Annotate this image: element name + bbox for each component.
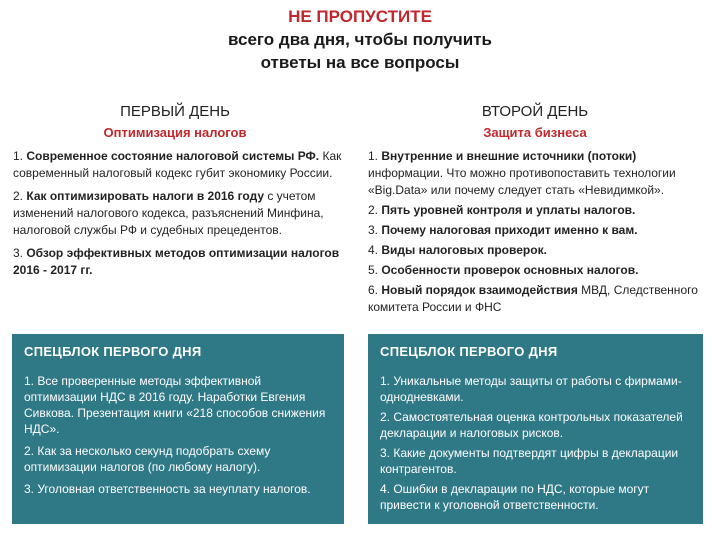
topic-bold: Обзор эффективных методов оптимизации налогов 2016 - 2017 гг.	[13, 246, 340, 277]
topic-bold: Виды налоговых проверок.	[381, 243, 547, 257]
day2-topic-list	[368, 148, 713, 319]
day2-topic	[368, 222, 713, 239]
special-item: 3. Уголовная ответственность за неуплату налогов.	[24, 482, 311, 496]
topic-number: 2.	[13, 189, 27, 203]
day2-topic	[368, 148, 713, 199]
day2-special-block	[368, 334, 703, 524]
topic-number: 1.	[13, 149, 27, 163]
headline: НЕ ПРОПУСТИТЕ	[288, 7, 432, 26]
day1-special-block	[12, 334, 344, 524]
page-header	[0, 6, 720, 74]
topic-bold: Современное состояние налоговой системы РФ.	[26, 149, 320, 163]
topic-text: Как современный налоговый кодекс губит экономику России.	[13, 149, 342, 180]
day1-topic	[13, 148, 353, 182]
day2-topic	[368, 282, 713, 316]
day2-subtitle: Защита бизнеса	[483, 125, 587, 140]
special-item: 1. Уникальные методы защиты от работы с фирмами-однодневками.	[380, 374, 682, 404]
subheadline-line-1: всего два дня, чтобы получить	[228, 30, 492, 49]
day2-title: ВТОРОЙ ДЕНЬ	[481, 103, 589, 120]
topic-bold: Как оптимизировать налоги в 2016 году	[26, 189, 265, 203]
special-item: 2. Как за несколько секунд подобрать схему оптимизации налогов (по любому налогу).	[24, 444, 271, 474]
topic-bold: Особенности проверок основных налогов.	[381, 263, 639, 277]
topic-number: 4.	[368, 243, 382, 257]
special-block-title: СПЕЦБЛОК ПЕРВОГО ДНЯ	[24, 344, 202, 359]
topic-text: с учетом изменений налогового кодекса, разъяснений Минфина, налоговой службы РФ и судебных прецедентов.	[13, 189, 324, 237]
topic-text: МВД, Следственного комитета России и ФНС	[368, 283, 698, 314]
special-item: 2. Самостоятельная оценка контрольных показателей декларации и налоговых рисков.	[380, 410, 683, 440]
special-item: 3. Какие документы подтвердят цифры в декларации контрагентов.	[380, 446, 679, 476]
topic-number: 1.	[368, 149, 382, 163]
day1-topic-list	[13, 148, 353, 285]
day1-heading	[10, 102, 340, 142]
topic-number: 6.	[368, 283, 382, 297]
day2-topic	[368, 242, 713, 259]
topic-bold: Новый порядок взаимодействия	[381, 283, 578, 297]
special-item: 1. Все проверенные методы эффективной оптимизации НДС в 2016 году. Наработки Евгения Сивкова. Презентация книги «218 способов снижения НДС».	[24, 374, 326, 436]
special-item: 4. Ошибки в декларации по НДС, которые могут привести к уголовной ответственности.	[380, 482, 650, 512]
topic-number: 3.	[368, 223, 382, 237]
day1-topic	[13, 245, 353, 279]
day2-heading	[370, 102, 700, 142]
day2-topic	[368, 202, 713, 219]
day1-title: ПЕРВЫЙ ДЕНЬ	[120, 103, 230, 120]
day1-subtitle: Оптимизация налогов	[103, 125, 247, 140]
topic-text: информации. Что можно противопоставить технологии «Big.Data» или почему следует стать «Невидимкой».	[368, 166, 676, 197]
topic-bold: Пять уровней контроля и уплаты налогов.	[381, 203, 636, 217]
day1-topic	[13, 188, 353, 239]
topic-bold: Почему налоговая приходит именно к вам.	[381, 223, 638, 237]
topic-number: 3.	[13, 246, 27, 260]
topic-number: 5.	[368, 263, 382, 277]
special-block-title: СПЕЦБЛОК ПЕРВОГО ДНЯ	[380, 344, 558, 359]
subheadline-line-2: ответы на все вопросы	[260, 53, 460, 72]
topic-number: 2.	[368, 203, 382, 217]
day2-topic	[368, 262, 713, 279]
topic-bold: Внутренние и внешние источники (потоки)	[381, 149, 637, 163]
